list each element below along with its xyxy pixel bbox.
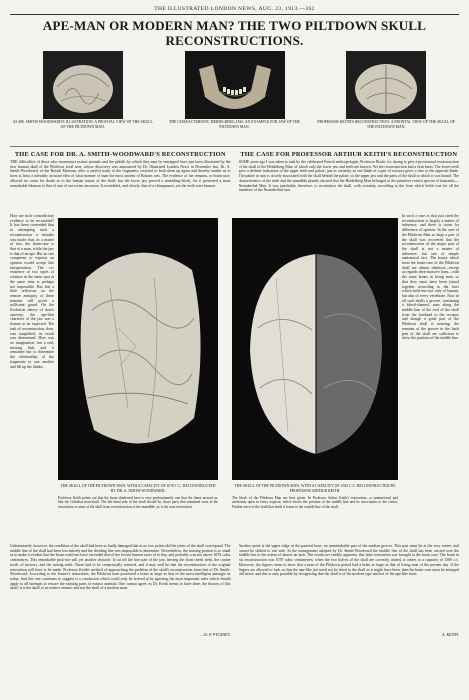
skull-keith-image: [232, 218, 398, 480]
right-narrow-text: In such a case as that just cited the reconstruction is largely a matter of inference, and there is room for difference of opinion. In the case of the Piltdown Man so large a part of the skull was recovered that the reconstruction of the major part of the skull is not a matter of inference, but one of simple anatomical fact. The bones which form the brain-case of the Piltdown skull are almost identical—except as regards their massive form—with the same bones in living man, so that they must have been joined together according to the laws which hold true not only of human, but also of every vertebrate. Now in all such skulls a groove, containing a blood-channel, runs along the middle line of the roof of the skull from the forehead to the occiput; and though a great part of the Piltdown skull is missing, the remains of the groove in the back part of the skull are sufficient to show the position of the middle line.: [402, 214, 459, 341]
right-section-title: THE CASE FOR PROFESSOR ARTHUR KEITH'S RECONSTRUCTION: [240, 151, 458, 158]
left-bottom-column: [10, 544, 231, 637]
left-section-title: THE CASE FOR DR. A. SMITH-WOODWARD'S RECONSTRUCTION: [14, 151, 226, 158]
left-narrow-text: How are such contradictory evidence to be reconciled? It has been contended that in attempting such a reconstruction a mistake was made; that, as a matter of fact, the brain-case is that of a man, while the jaw is that of an ape. But no one competent to express an opinion would accept this interpretation. The co-existence of two types of creature in the same spot at the same time is perhaps not impossible. But this a little reflection on the remote antiquity of these remains will prove a sufficient guard. On the Evolution theory of man's ancestry, the ape-like character of the jaw was a feature to be expected. The task of reconstruction, then, was simplified; its result was determined. Here was no imagination; but a real, missing link, and it remained but to determine the relationship of the fragments to one another and fill up the blanks.: [10, 214, 54, 369]
top-image-right: [313, 51, 459, 143]
right-intro-text: SOME years ago I was taken to task by the celebrated French anthropologist, Professor Boule, for daring to give a provisional reconstruction of the skull of the Heidelberg Man, of which only the lower jaw and teeth are known. Yet the reconstruction had a firm basis. The lower teeth gave a definite indication of the upper teeth and palate, just as certainly as one blade of a pair of scissors gives a clue to the opposite blade. The palate in turn is closely associated with the skull behind the palate, so the upper jaw and the parts of the skull to which it was bound. The characteristics of the teeth and the mandible plainly showed that the Heidelberg Man belonged to the primitive extinct species of humanity—Neanderthal Man. It was justifiable, therefore, to reconstruct the skull, with certainty, according to the form which holds true for all the members of the Neanderthal race.: [238, 160, 459, 193]
top-caption-right: PROFESSOR KEITH'S RECONSTRUCTION: A FRONTAL VIEW OF THE SKULL OF THE PILTDOWN MAN.: [317, 120, 455, 129]
skull-front-woodward-image: [43, 51, 123, 119]
top-caption-center: THE CHARACTERISTIC HEIDELBERG JAW: AN EXAMPLE FOR JAW OF THE PILTDOWN MAN.: [169, 120, 300, 129]
bottom-text-columns: [10, 544, 459, 637]
heidelberg-jaw-image: [185, 51, 285, 119]
photo-section: [10, 214, 459, 542]
woodward-skull-photo: [58, 218, 218, 480]
section-headings: [10, 151, 459, 158]
masthead-center: THE ILLUSTRATED LONDON NEWS, AUG. 23, 1913.—262: [154, 6, 315, 12]
top-image-center: [162, 51, 308, 143]
woodward-skull-caption: THE SKULL OF THE PILTDOWN MAN: WITH A CAPACITY OF 1070 C.C. RECONSTRUCTED BY DR. A. SMITH-WOODWARD.: [60, 484, 216, 493]
top-caption-left: AS DR. SMITH-WOODWARD'S ILLUSTRATION: A FRONTAL VIEW OF THE SKULL OF THE PILTDOWN MAN.: [12, 120, 153, 129]
keith-skull-caption-note: The black of the Piltdown Man are here given. In Professor Arthur Keith's restoration—a symmetrical and uniformly open in every tropical, which shows the position of the middle line and its association to the centre; Further trace of the skull that leads it forms to the outside line of the skull.: [232, 496, 398, 509]
top-illustrations: [10, 51, 459, 147]
skull-front-keith-image: [346, 51, 426, 119]
masthead: [10, 6, 459, 15]
headline: APE-MAN OR MODERN MAN? THE TWO PILTDOWN SKULL RECONSTRUCTIONS.: [42, 18, 427, 48]
keith-skull-caption: THE SKULL OF THE PILTDOWN MAN: WITH A CAPACITY OF 1500 C.C. RECONSTRUCTED BY PROFESSOR ARTHUR KEITH.: [234, 484, 396, 493]
woodward-skull-caption-note: Professor Keith points out that the brain shadowed here is very predominantly one that the finest around us, like the Gibraltar man-skull. The left-hand side of the skull should be, those parts that remained were in the restoration or arms of the skull from reconstruction of the mandible, as is his own restoration.: [58, 496, 218, 509]
top-text-columns: [10, 160, 459, 212]
right-signature: A. KEITH.: [442, 632, 459, 637]
newspaper-page: [10, 6, 459, 694]
right-bottom-column: [239, 544, 460, 637]
skull-woodward-image: [58, 218, 218, 480]
left-intro-text: THE difficulties of those who reconstruct extinct animals and the pitfalls by which they may be entrapped have just been illustrated by the new human skull of the Piltdown local area, whose discovery was announced by Dr. Illustrated London News in December last. Dr. A. Smith-Woodward, of the British Museum, after a careful study of the fragments, restored or built them up again and thereby enable us to form at least a tolerably accurate idea of what manner of man the most ancient of Britons was. The evidence of the remains, or brain-case, allowed no cause for doubt as to the human nature of the skull; but the lower jaw proved a stumbling-block, for it presented a most remarkable likeness to that of one of our recent ancestors. It resembled, and closely, that of a chimpanzee; yet the teeth were human.: [10, 160, 231, 188]
left-signature: —W. P. PYCRAFT.: [200, 632, 231, 637]
top-image-left: [10, 51, 156, 143]
left-bottom-text: Unfortunately, however, the condition of the skull had been so badly damaged that at no two points did the joints of the skull correspond. The middle line of the skull had been lost entirely and the dividing line was impossible to determine. Nevertheless, the missing portion is so small as to make it evident that the brain could not have exceeded that of the lowest human races of to-day, and probably was not above 1070 cubic centimetres. This remarkable pick-axe still yet another obstacle. It cut off the fore part of the jaw, leaving the front cheek teeth, the canine tooth, of incisors, and the cutting teeth. These had to be conjecturally restored, and it may well be that the reconstruction of the original restoration will have to be made. Professor Keith's method of approaching the problem of the skull's reconstruction from that of Dr. Smith-Woodward. According to the former's restoration, the Piltdown man possessed a brain as large as that of the most intelligent amongst us today. And this one continues to suggest is a conclusion which could only be arrived at by ignoring the most important rules which should apply to all attempts to restore the missing parts of extinct animals. One cannot agree, as Dr. Keith seems to have done, the history of this skull; it is the skull of an extinct animal, and not the skull of a modern man.: [10, 544, 231, 591]
right-bottom-text: Another point is the upper ridge of the parietal bone, an unmistakable part of the median groove. This part must lie at the very centre, and cannot be shifted to one side. In the arrangement adopted by Dr. Smith-Woodward the middle line of the skull has been carried over the middle line to the extent of almost an inch. The results are readily apparent, this false restoration was brought to the brain case. The brain in his reconstruction was 1070 cubic centimetres; when the two halves of the skull are correctly united, it comes to a capacity of 1500 c.c. Moreover, the figures seem to show that a man of the Piltdown period had a brain as large as that of living man of the present day. If the fingers are allowed to lurk, so that the ape-like jaw need not be fitted to the skull as it might have been, then the brain-case must be enlarged still more; and this is only possible by recognising that the skull is of the modern type and not of the ape-like form.: [238, 544, 459, 577]
keith-skull-photo: [232, 218, 398, 480]
